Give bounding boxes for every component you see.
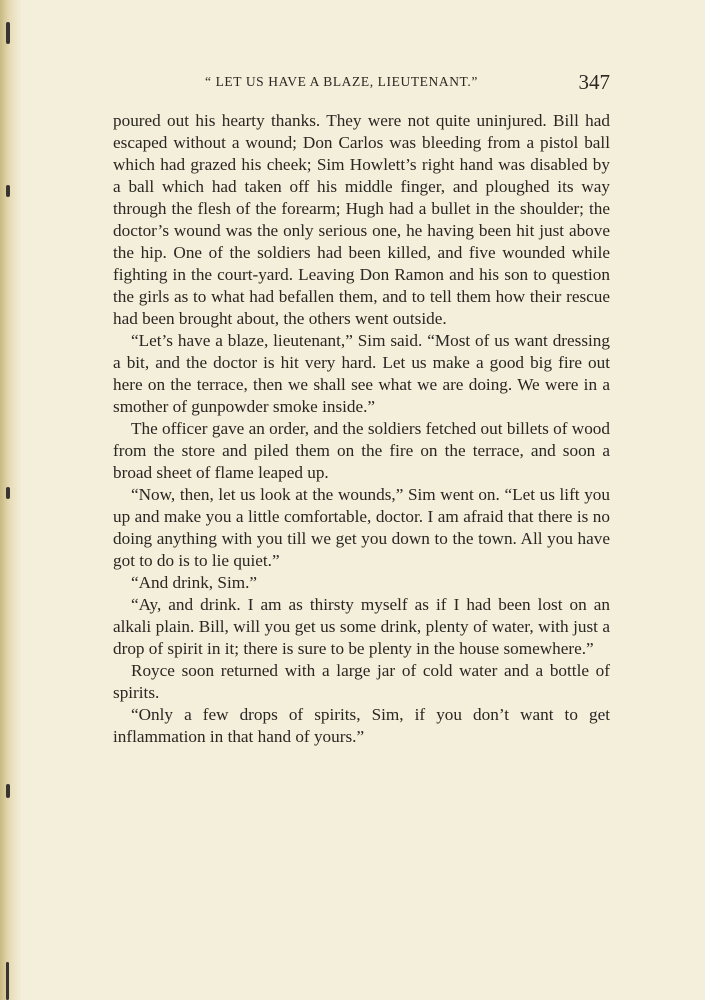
page-number: 347 xyxy=(578,70,610,94)
paragraph: The officer gave an order, and the soldiers fetched out billets of wood from the store and piled them on the fire on the terrace, and soon a broad sheet of flame leaped up. xyxy=(113,419,610,482)
paragraph: “Ay, and drink. I am as thirsty myself as if I had been lost on an alkali plain. Bill, will you get us some drink, plenty of water, with just a drop of spirit in it; there is sure to be plenty in the house somewhere.” xyxy=(113,595,610,658)
running-head-title: “ LET US HAVE A BLAZE, LIEUTENANT.” xyxy=(205,74,478,89)
body-text xyxy=(113,110,610,748)
paragraph: “Let’s have a blaze, lieutenant,” Sim said. “Most of us want dressing a bit, and the doctor is hit very hard. Let us make a good big fire out here on the terrace, then we shall see what we are doing. We were in a smother of gunpowder smoke inside.” xyxy=(113,331,610,416)
edge-ink-mark xyxy=(6,185,10,197)
edge-ink-mark xyxy=(6,784,10,798)
paragraph: “Only a few drops of spirits, Sim, if you don’t want to get inflammation in that hand of yours.” xyxy=(113,705,610,746)
edge-ink-mark xyxy=(6,22,10,44)
edge-ink-mark xyxy=(6,962,9,1000)
edge-ink-mark xyxy=(6,487,10,499)
paragraph: “Now, then, let us look at the wounds,” Sim went on. “Let us lift you up and make you a little comfortable, doctor. I am afraid that there is no doing anything with you till we get you down to the town. All you have got to do is to lie quiet.” xyxy=(113,485,610,570)
running-head xyxy=(113,70,610,98)
paragraph: poured out his hearty thanks. They were not quite uninjured. Bill had escaped without a wound; Don Carlos was bleeding from a pistol ball which had grazed his cheek; Sim Howlett’s right hand was disabled by a ball which had taken off his middle finger, and ploughed its way through the flesh of the forearm; Hugh had a bullet in the shoulder; the doctor’s wound was the only serious one, he having been hit just above the hip. One of the soldiers had been killed, and five wounded while fighting in the court-yard. Leaving Don Ramon and his son to question the girls as to what had befallen them, and to tell them how their rescue had been brought about, the others went outside. xyxy=(113,111,610,328)
page-binding-edge xyxy=(0,0,22,1000)
paragraph: “And drink, Sim.” xyxy=(131,573,258,592)
paragraph: Royce soon returned with a large jar of cold water and a bottle of spirits. xyxy=(113,661,610,702)
